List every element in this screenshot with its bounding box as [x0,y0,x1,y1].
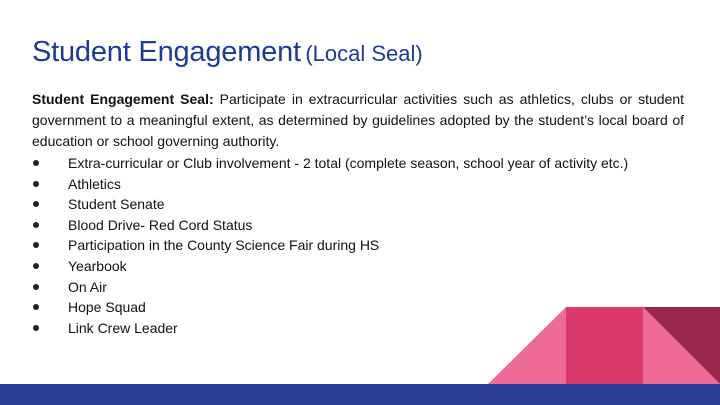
slide-title-sub: (Local Seal) [305,41,423,66]
pink-triangle-shape [488,307,566,384]
bullet-label: Athletics [68,175,121,192]
bullet-label: Participation in the County Science Fair during HS [68,237,380,254]
bullet-label: Hope Squad [68,299,146,316]
bullet-label: Blood Drive- Red Cord Status [68,216,253,233]
description-lead: Student Engagement Seal: [32,91,214,107]
slide-title-main: Student Engagement [32,36,301,68]
magenta-square-shape [566,307,643,384]
bullet-label: On Air [68,278,107,295]
bullet-label: Extra-curricular or Club involvement - 2 total (complete season, school year of activity etc.) [68,155,629,171]
description-text: Participate in extracurricular activities such as athletics, clubs or student government to a meaningful extent, as determined by guidelines adopted by the student’s local board of education or school governing authority. [32,91,684,149]
footer-bar [0,384,720,405]
bullet-label: Yearbook [68,257,127,274]
bullet-label: Link Crew Leader [68,319,178,336]
bullet-label: Student Senate [68,196,165,213]
